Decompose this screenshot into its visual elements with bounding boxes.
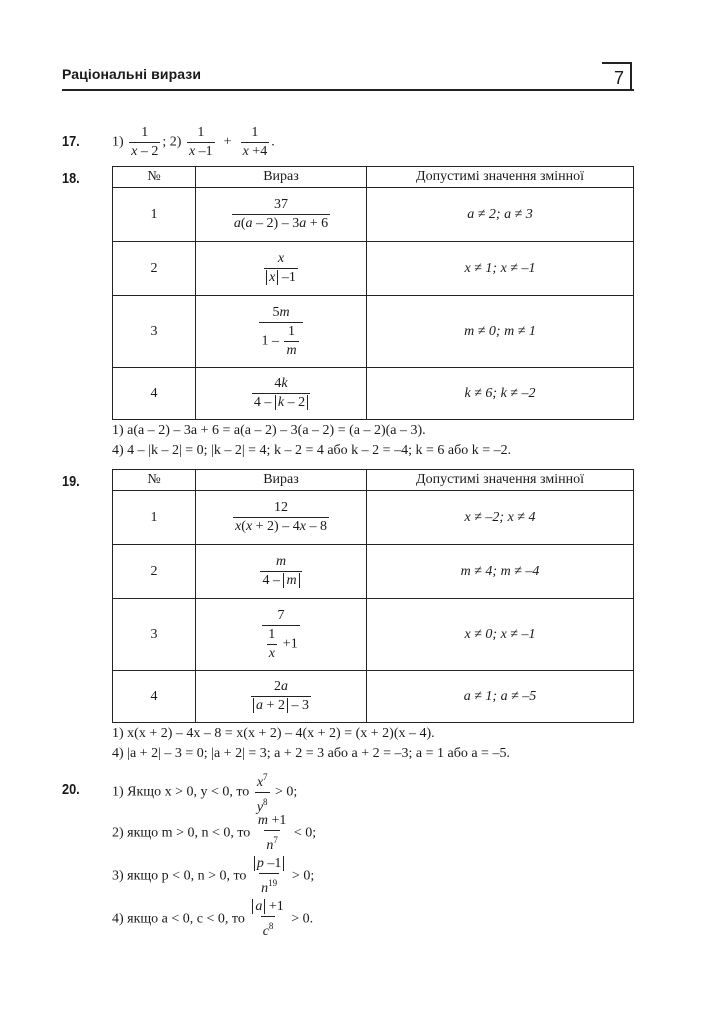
table-row [113, 296, 634, 368]
row-number: 3 [113, 296, 196, 368]
table-header-row [113, 470, 634, 491]
table-row [113, 242, 634, 296]
expression: 7 $\frac{1}{x}$ +1 [196, 599, 367, 671]
condition: x ≠ 1; x ≠ –1 [367, 242, 634, 296]
task-20-item-2-end: < 0; [293, 825, 317, 841]
row-number: 1 [113, 491, 196, 545]
condition: m ≠ 4; m ≠ –4 [367, 545, 634, 599]
column-header: Допустимі значення змінної [367, 167, 634, 188]
fraction: $\frac{m +1}{n^7}$ [257, 813, 287, 853]
task-20-item-4-end: > 0. [291, 911, 314, 927]
expression: $\frac{m}{4 - m}$ [196, 545, 367, 599]
task-19-number: 19. [62, 473, 80, 490]
task-20-item-1-text: 1) Якщо x > 0, y < 0, то [112, 784, 250, 800]
task-20-item-2 [112, 812, 316, 855]
expression: $\frac{4k}{4 - k - 2}$ [196, 368, 367, 420]
condition: m ≠ 0; m ≠ 1 [367, 296, 634, 368]
condition: x ≠ –2; x ≠ 4 [367, 491, 634, 545]
fraction: $\frac{a +1}{c^8}$ [250, 898, 285, 941]
row-number: 3 [113, 599, 196, 671]
column-header: Вираз [196, 470, 367, 491]
task-20-number: 20. [62, 781, 80, 798]
task-20-item-3 [112, 855, 314, 898]
expression: $\frac{37}{a(a - 2) - 3a + 6}$ [196, 188, 367, 242]
task-17-content: 1) $\frac{1}{x - 2}$ ; 2) $\frac{1}{x -1}$ + $\frac{1}{x +4}$ . [112, 125, 275, 159]
table-row [113, 188, 634, 242]
table-header-row [113, 167, 634, 188]
row-number: 2 [113, 545, 196, 599]
expression: $\frac{2a}{a + 2 - 3}$ [196, 671, 367, 723]
expression: $\frac{12}{x(x + 2) - 4x - 8}$ [196, 491, 367, 545]
condition: x ≠ 0; x ≠ –1 [367, 599, 634, 671]
row-number: 1 [113, 188, 196, 242]
task-18-solution-2: 4) 4 – |k – 2| = 0; |k – 2| = 4; k – 2 = 4 або k – 2 = –4; k = 6 або k = –2. [112, 443, 512, 458]
condition: a ≠ 1; a ≠ –5 [367, 671, 634, 723]
expression: $\frac{x}{x -1}$ [196, 242, 367, 296]
expression: 5m 1 – $\frac{1}{m}$ [196, 296, 367, 368]
task-20-item-1 [112, 768, 297, 817]
fraction: $\frac{x^7}{y^8}$ [256, 772, 268, 815]
task-19-solution-2: 4) |a + 2| – 3 = 0; |a + 2| = 3; a + 2 = 3 або a + 2 = –3; a = 1 або a = –5. [112, 746, 510, 761]
table-row [113, 671, 634, 723]
task-18-solution-1: 1) a(a – 2) – 3a + 6 = a(a – 2) – 3(a – 2) = (a – 2)(a – 3). [112, 423, 426, 438]
fraction: $\frac{1}{x - 2}$ [131, 125, 159, 159]
task-17-part2-label: ; 2) [162, 134, 182, 150]
row-number: 2 [113, 242, 196, 296]
task-20-item-4-text: 4) якщо a < 0, c < 0, то [112, 911, 245, 927]
task-17-number: 17. [62, 133, 80, 150]
column-header: № [113, 167, 196, 188]
table-row [113, 599, 634, 671]
condition: k ≠ 6; k ≠ –2 [367, 368, 634, 420]
table-row [113, 368, 634, 420]
column-header: № [113, 470, 196, 491]
fraction: $\frac{1}{x +4}$ [242, 125, 268, 159]
column-header: Допустимі значення змінної [367, 470, 634, 491]
task-20-item-2-text: 2) якщо m > 0, n < 0, то [112, 825, 251, 841]
task-20-item-3-text: 3) якщо p < 0, n > 0, то [112, 868, 247, 884]
fraction: $\frac{1}{x -1}$ [188, 125, 213, 159]
table-row [113, 491, 634, 545]
table-row [113, 545, 634, 599]
task-20-item-4 [112, 898, 313, 941]
task-17-part1-label: 1) [112, 134, 124, 150]
column-header: Вираз [196, 167, 367, 188]
condition: a ≠ 2; a ≠ 3 [367, 188, 634, 242]
task-19-solution-1: 1) x(x + 2) – 4x – 8 = x(x + 2) – 4(x + 2) = (x + 2)(x – 4). [112, 726, 435, 741]
row-number: 4 [113, 368, 196, 420]
task-19-table [112, 469, 634, 723]
row-number: 4 [113, 671, 196, 723]
page-header-title: Раціональні вирази [62, 66, 202, 82]
task-20-item-1-end: > 0; [275, 784, 298, 800]
task-17-end: . [271, 134, 275, 150]
page-number: 7 [602, 62, 632, 90]
header-rule [62, 89, 634, 91]
task-20-item-3-end: > 0; [291, 868, 315, 884]
task-18-table [112, 166, 634, 420]
task-18-number: 18. [62, 170, 80, 187]
fraction: $\frac{p -1}{n^{19}}$ [252, 855, 287, 898]
